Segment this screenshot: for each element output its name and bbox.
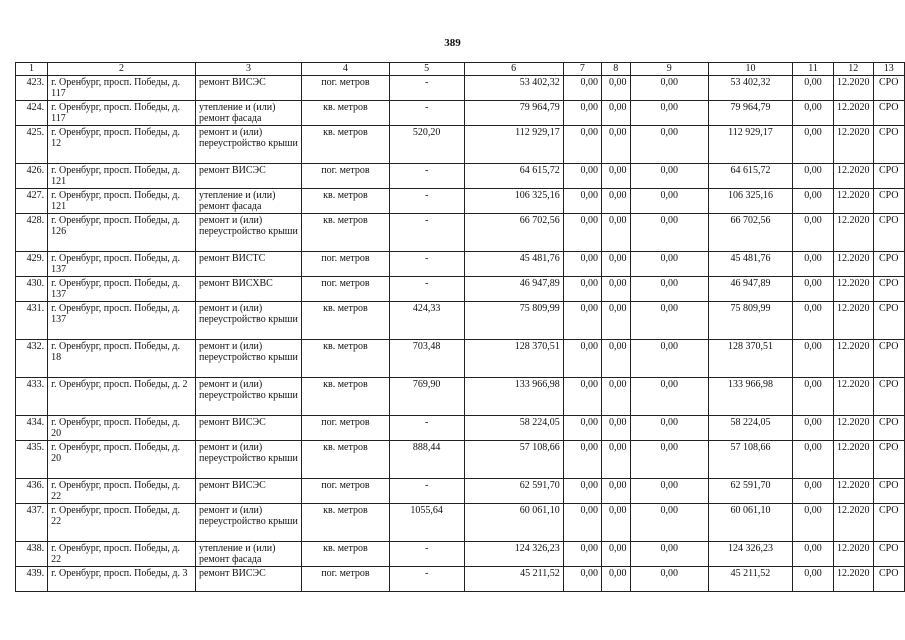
- value-col11-cell: 0,00: [793, 440, 834, 478]
- value-col7-cell: 0,00: [563, 503, 601, 541]
- work-type-cell: ремонт ВИСЭС: [195, 163, 301, 188]
- unit-cell: кв. метров: [302, 188, 390, 213]
- funding-source-cell: СРО: [873, 75, 905, 100]
- value-col9-cell: 0,00: [630, 377, 708, 415]
- work-type-cell: ремонт и (или) переустройство крыши: [195, 377, 301, 415]
- funding-source-cell: СРО: [873, 478, 905, 503]
- value-col9-cell: 0,00: [630, 566, 708, 591]
- funding-source-cell: СРО: [873, 213, 905, 251]
- area-cell: -: [389, 163, 464, 188]
- column-header: 11: [793, 63, 834, 76]
- value-col8-cell: 0,00: [602, 125, 631, 163]
- column-header: 10: [708, 63, 792, 76]
- value-col11-cell: 0,00: [793, 377, 834, 415]
- completion-date-cell: 12.2020: [834, 75, 874, 100]
- table-row: [16, 339, 905, 377]
- work-type-cell: ремонт и (или) переустройство крыши: [195, 213, 301, 251]
- value-col8-cell: 0,00: [602, 100, 631, 125]
- funding-source-cell: СРО: [873, 377, 905, 415]
- area-cell: -: [389, 276, 464, 301]
- unit-cell: пог. метров: [302, 566, 390, 591]
- total-cost-cell: 45 211,52: [464, 566, 563, 591]
- value-col7-cell: 0,00: [563, 339, 601, 377]
- value-col11-cell: 0,00: [793, 415, 834, 440]
- value-col7-cell: 0,00: [563, 251, 601, 276]
- row-number-cell: 432.: [16, 339, 48, 377]
- column-header: 3: [195, 63, 301, 76]
- work-type-cell: ремонт и (или) переустройство крыши: [195, 125, 301, 163]
- unit-cell: кв. метров: [302, 213, 390, 251]
- total-cost-cell: 75 809,99: [464, 301, 563, 339]
- address-cell: г. Оренбург, просп. Победы, д. 117: [48, 100, 196, 125]
- table-row: [16, 440, 905, 478]
- completion-date-cell: 12.2020: [834, 276, 874, 301]
- address-cell: г. Оренбург, просп. Победы, д. 2: [48, 377, 196, 415]
- table-row: [16, 276, 905, 301]
- value-col11-cell: 0,00: [793, 75, 834, 100]
- total-cost-cell: 46 947,89: [464, 276, 563, 301]
- unit-cell: кв. метров: [302, 339, 390, 377]
- area-cell: 888,44: [389, 440, 464, 478]
- row-number-cell: 439.: [16, 566, 48, 591]
- row-number-cell: 430.: [16, 276, 48, 301]
- total-cost-cell: 128 370,51: [464, 339, 563, 377]
- area-cell: 424,33: [389, 301, 464, 339]
- address-cell: г. Оренбург, просп. Победы, д. 22: [48, 503, 196, 541]
- value-col9-cell: 0,00: [630, 125, 708, 163]
- row-number-cell: 433.: [16, 377, 48, 415]
- value-col8-cell: 0,00: [602, 541, 631, 566]
- value-col11-cell: 0,00: [793, 213, 834, 251]
- funding-source-cell: СРО: [873, 566, 905, 591]
- value-col10-cell: 45 481,76: [708, 251, 792, 276]
- repair-schedule-table: [15, 62, 905, 592]
- unit-cell: кв. метров: [302, 377, 390, 415]
- total-cost-cell: 64 615,72: [464, 163, 563, 188]
- column-header: 13: [873, 63, 905, 76]
- area-cell: -: [389, 188, 464, 213]
- funding-source-cell: СРО: [873, 415, 905, 440]
- funding-source-cell: СРО: [873, 301, 905, 339]
- total-cost-cell: 66 702,56: [464, 213, 563, 251]
- value-col9-cell: 0,00: [630, 503, 708, 541]
- value-col9-cell: 0,00: [630, 163, 708, 188]
- column-header: 7: [563, 63, 601, 76]
- value-col11-cell: 0,00: [793, 251, 834, 276]
- completion-date-cell: 12.2020: [834, 163, 874, 188]
- table-row: [16, 377, 905, 415]
- column-header: 5: [389, 63, 464, 76]
- table-row: [16, 75, 905, 100]
- value-col10-cell: 64 615,72: [708, 163, 792, 188]
- value-col10-cell: 46 947,89: [708, 276, 792, 301]
- total-cost-cell: 106 325,16: [464, 188, 563, 213]
- value-col10-cell: 124 326,23: [708, 541, 792, 566]
- row-number-cell: 438.: [16, 541, 48, 566]
- column-header: 1: [16, 63, 48, 76]
- funding-source-cell: СРО: [873, 188, 905, 213]
- row-number-cell: 428.: [16, 213, 48, 251]
- value-col10-cell: 58 224,05: [708, 415, 792, 440]
- value-col11-cell: 0,00: [793, 100, 834, 125]
- column-header: 8: [602, 63, 631, 76]
- funding-source-cell: СРО: [873, 276, 905, 301]
- address-cell: г. Оренбург, просп. Победы, д. 121: [48, 188, 196, 213]
- work-type-cell: ремонт ВИСЭС: [195, 478, 301, 503]
- value-col11-cell: 0,00: [793, 301, 834, 339]
- value-col10-cell: 62 591,70: [708, 478, 792, 503]
- row-number-cell: 434.: [16, 415, 48, 440]
- completion-date-cell: 12.2020: [834, 125, 874, 163]
- work-type-cell: ремонт и (или) переустройство крыши: [195, 339, 301, 377]
- value-col9-cell: 0,00: [630, 415, 708, 440]
- table-row: [16, 125, 905, 163]
- value-col9-cell: 0,00: [630, 301, 708, 339]
- area-cell: 703,48: [389, 339, 464, 377]
- value-col11-cell: 0,00: [793, 339, 834, 377]
- funding-source-cell: СРО: [873, 163, 905, 188]
- address-cell: г. Оренбург, просп. Победы, д. 12: [48, 125, 196, 163]
- value-col10-cell: 79 964,79: [708, 100, 792, 125]
- unit-cell: пог. метров: [302, 163, 390, 188]
- unit-cell: кв. метров: [302, 440, 390, 478]
- funding-source-cell: СРО: [873, 503, 905, 541]
- value-col7-cell: 0,00: [563, 440, 601, 478]
- value-col11-cell: 0,00: [793, 541, 834, 566]
- value-col8-cell: 0,00: [602, 566, 631, 591]
- area-cell: -: [389, 213, 464, 251]
- value-col7-cell: 0,00: [563, 301, 601, 339]
- value-col11-cell: 0,00: [793, 125, 834, 163]
- row-number-cell: 423.: [16, 75, 48, 100]
- value-col11-cell: 0,00: [793, 276, 834, 301]
- total-cost-cell: 45 481,76: [464, 251, 563, 276]
- value-col8-cell: 0,00: [602, 415, 631, 440]
- row-number-cell: 427.: [16, 188, 48, 213]
- value-col7-cell: 0,00: [563, 75, 601, 100]
- value-col7-cell: 0,00: [563, 541, 601, 566]
- value-col10-cell: 75 809,99: [708, 301, 792, 339]
- address-cell: г. Оренбург, просп. Победы, д. 117: [48, 75, 196, 100]
- value-col8-cell: 0,00: [602, 503, 631, 541]
- value-col8-cell: 0,00: [602, 478, 631, 503]
- value-col7-cell: 0,00: [563, 188, 601, 213]
- value-col11-cell: 0,00: [793, 188, 834, 213]
- completion-date-cell: 12.2020: [834, 566, 874, 591]
- row-number-cell: 435.: [16, 440, 48, 478]
- value-col10-cell: 60 061,10: [708, 503, 792, 541]
- completion-date-cell: 12.2020: [834, 213, 874, 251]
- area-cell: 520,20: [389, 125, 464, 163]
- funding-source-cell: СРО: [873, 100, 905, 125]
- total-cost-cell: 133 966,98: [464, 377, 563, 415]
- completion-date-cell: 12.2020: [834, 339, 874, 377]
- row-number-cell: 424.: [16, 100, 48, 125]
- total-cost-cell: 62 591,70: [464, 478, 563, 503]
- funding-source-cell: СРО: [873, 339, 905, 377]
- address-cell: г. Оренбург, просп. Победы, д. 137: [48, 276, 196, 301]
- area-cell: -: [389, 75, 464, 100]
- funding-source-cell: СРО: [873, 251, 905, 276]
- completion-date-cell: 12.2020: [834, 541, 874, 566]
- unit-cell: пог. метров: [302, 276, 390, 301]
- total-cost-cell: 79 964,79: [464, 100, 563, 125]
- value-col7-cell: 0,00: [563, 377, 601, 415]
- address-cell: г. Оренбург, просп. Победы, д. 22: [48, 478, 196, 503]
- page-number: 389: [444, 37, 461, 49]
- table-row: [16, 100, 905, 125]
- completion-date-cell: 12.2020: [834, 100, 874, 125]
- value-col9-cell: 0,00: [630, 339, 708, 377]
- total-cost-cell: 112 929,17: [464, 125, 563, 163]
- value-col7-cell: 0,00: [563, 163, 601, 188]
- address-cell: г. Оренбург, просп. Победы, д. 126: [48, 213, 196, 251]
- work-type-cell: ремонт ВИСХВС: [195, 276, 301, 301]
- value-col10-cell: 45 211,52: [708, 566, 792, 591]
- value-col11-cell: 0,00: [793, 503, 834, 541]
- unit-cell: кв. метров: [302, 301, 390, 339]
- column-number-row: [16, 63, 905, 76]
- value-col10-cell: 133 966,98: [708, 377, 792, 415]
- total-cost-cell: 53 402,32: [464, 75, 563, 100]
- unit-cell: кв. метров: [302, 125, 390, 163]
- funding-source-cell: СРО: [873, 125, 905, 163]
- area-cell: -: [389, 415, 464, 440]
- funding-source-cell: СРО: [873, 440, 905, 478]
- completion-date-cell: 12.2020: [834, 415, 874, 440]
- table-row: [16, 415, 905, 440]
- address-cell: г. Оренбург, просп. Победы, д. 18: [48, 339, 196, 377]
- work-type-cell: утепление и (или) ремонт фасада: [195, 100, 301, 125]
- value-col9-cell: 0,00: [630, 75, 708, 100]
- address-cell: г. Оренбург, просп. Победы, д. 22: [48, 541, 196, 566]
- value-col8-cell: 0,00: [602, 251, 631, 276]
- value-col11-cell: 0,00: [793, 566, 834, 591]
- work-type-cell: ремонт ВИСЭС: [195, 566, 301, 591]
- work-type-cell: ремонт ВИСЭС: [195, 75, 301, 100]
- value-col7-cell: 0,00: [563, 125, 601, 163]
- value-col8-cell: 0,00: [602, 440, 631, 478]
- unit-cell: кв. метров: [302, 503, 390, 541]
- completion-date-cell: 12.2020: [834, 503, 874, 541]
- row-number-cell: 425.: [16, 125, 48, 163]
- value-col10-cell: 53 402,32: [708, 75, 792, 100]
- row-number-cell: 431.: [16, 301, 48, 339]
- work-type-cell: ремонт и (или) переустройство крыши: [195, 440, 301, 478]
- work-type-cell: утепление и (или) ремонт фасада: [195, 188, 301, 213]
- value-col7-cell: 0,00: [563, 213, 601, 251]
- unit-cell: кв. метров: [302, 541, 390, 566]
- table-row: [16, 188, 905, 213]
- address-cell: г. Оренбург, просп. Победы, д. 137: [48, 301, 196, 339]
- work-type-cell: ремонт и (или) переустройство крыши: [195, 301, 301, 339]
- value-col8-cell: 0,00: [602, 377, 631, 415]
- value-col9-cell: 0,00: [630, 213, 708, 251]
- row-number-cell: 437.: [16, 503, 48, 541]
- value-col9-cell: 0,00: [630, 478, 708, 503]
- area-cell: 769,90: [389, 377, 464, 415]
- value-col9-cell: 0,00: [630, 100, 708, 125]
- value-col8-cell: 0,00: [602, 339, 631, 377]
- value-col8-cell: 0,00: [602, 75, 631, 100]
- row-number-cell: 426.: [16, 163, 48, 188]
- table-row: [16, 541, 905, 566]
- value-col7-cell: 0,00: [563, 100, 601, 125]
- value-col11-cell: 0,00: [793, 478, 834, 503]
- unit-cell: пог. метров: [302, 478, 390, 503]
- row-number-cell: 436.: [16, 478, 48, 503]
- unit-cell: кв. метров: [302, 100, 390, 125]
- area-cell: -: [389, 100, 464, 125]
- total-cost-cell: 124 326,23: [464, 541, 563, 566]
- value-col9-cell: 0,00: [630, 440, 708, 478]
- table-row: [16, 566, 905, 591]
- value-col10-cell: 112 929,17: [708, 125, 792, 163]
- row-number-cell: 429.: [16, 251, 48, 276]
- column-header: 2: [48, 63, 196, 76]
- area-cell: -: [389, 541, 464, 566]
- value-col8-cell: 0,00: [602, 276, 631, 301]
- work-type-cell: ремонт ВИСТС: [195, 251, 301, 276]
- work-type-cell: ремонт и (или) переустройство крыши: [195, 503, 301, 541]
- value-col9-cell: 0,00: [630, 188, 708, 213]
- value-col9-cell: 0,00: [630, 541, 708, 566]
- total-cost-cell: 58 224,05: [464, 415, 563, 440]
- work-type-cell: ремонт ВИСЭС: [195, 415, 301, 440]
- value-col10-cell: 66 702,56: [708, 213, 792, 251]
- completion-date-cell: 12.2020: [834, 478, 874, 503]
- address-cell: г. Оренбург, просп. Победы, д. 121: [48, 163, 196, 188]
- table-row: [16, 251, 905, 276]
- value-col9-cell: 0,00: [630, 251, 708, 276]
- address-cell: г. Оренбург, просп. Победы, д. 20: [48, 415, 196, 440]
- table-row: [16, 478, 905, 503]
- table-row: [16, 163, 905, 188]
- completion-date-cell: 12.2020: [834, 440, 874, 478]
- total-cost-cell: 57 108,66: [464, 440, 563, 478]
- column-header: 4: [302, 63, 390, 76]
- column-header: 6: [464, 63, 563, 76]
- address-cell: г. Оренбург, просп. Победы, д. 3: [48, 566, 196, 591]
- value-col8-cell: 0,00: [602, 213, 631, 251]
- completion-date-cell: 12.2020: [834, 377, 874, 415]
- value-col10-cell: 57 108,66: [708, 440, 792, 478]
- table-body: [16, 63, 905, 592]
- column-header: 9: [630, 63, 708, 76]
- table-row: [16, 213, 905, 251]
- table-row: [16, 301, 905, 339]
- funding-source-cell: СРО: [873, 541, 905, 566]
- value-col11-cell: 0,00: [793, 163, 834, 188]
- unit-cell: пог. метров: [302, 415, 390, 440]
- area-cell: 1055,64: [389, 503, 464, 541]
- completion-date-cell: 12.2020: [834, 251, 874, 276]
- address-cell: г. Оренбург, просп. Победы, д. 137: [48, 251, 196, 276]
- value-col8-cell: 0,00: [602, 301, 631, 339]
- value-col8-cell: 0,00: [602, 188, 631, 213]
- column-header: 12: [834, 63, 874, 76]
- value-col8-cell: 0,00: [602, 163, 631, 188]
- completion-date-cell: 12.2020: [834, 188, 874, 213]
- area-cell: -: [389, 566, 464, 591]
- value-col7-cell: 0,00: [563, 478, 601, 503]
- value-col7-cell: 0,00: [563, 415, 601, 440]
- value-col7-cell: 0,00: [563, 276, 601, 301]
- unit-cell: пог. метров: [302, 251, 390, 276]
- unit-cell: пог. метров: [302, 75, 390, 100]
- work-type-cell: утепление и (или) ремонт фасада: [195, 541, 301, 566]
- value-col9-cell: 0,00: [630, 276, 708, 301]
- table-row: [16, 503, 905, 541]
- value-col10-cell: 106 325,16: [708, 188, 792, 213]
- area-cell: -: [389, 478, 464, 503]
- value-col7-cell: 0,00: [563, 566, 601, 591]
- value-col10-cell: 128 370,51: [708, 339, 792, 377]
- completion-date-cell: 12.2020: [834, 301, 874, 339]
- total-cost-cell: 60 061,10: [464, 503, 563, 541]
- area-cell: -: [389, 251, 464, 276]
- address-cell: г. Оренбург, просп. Победы, д. 20: [48, 440, 196, 478]
